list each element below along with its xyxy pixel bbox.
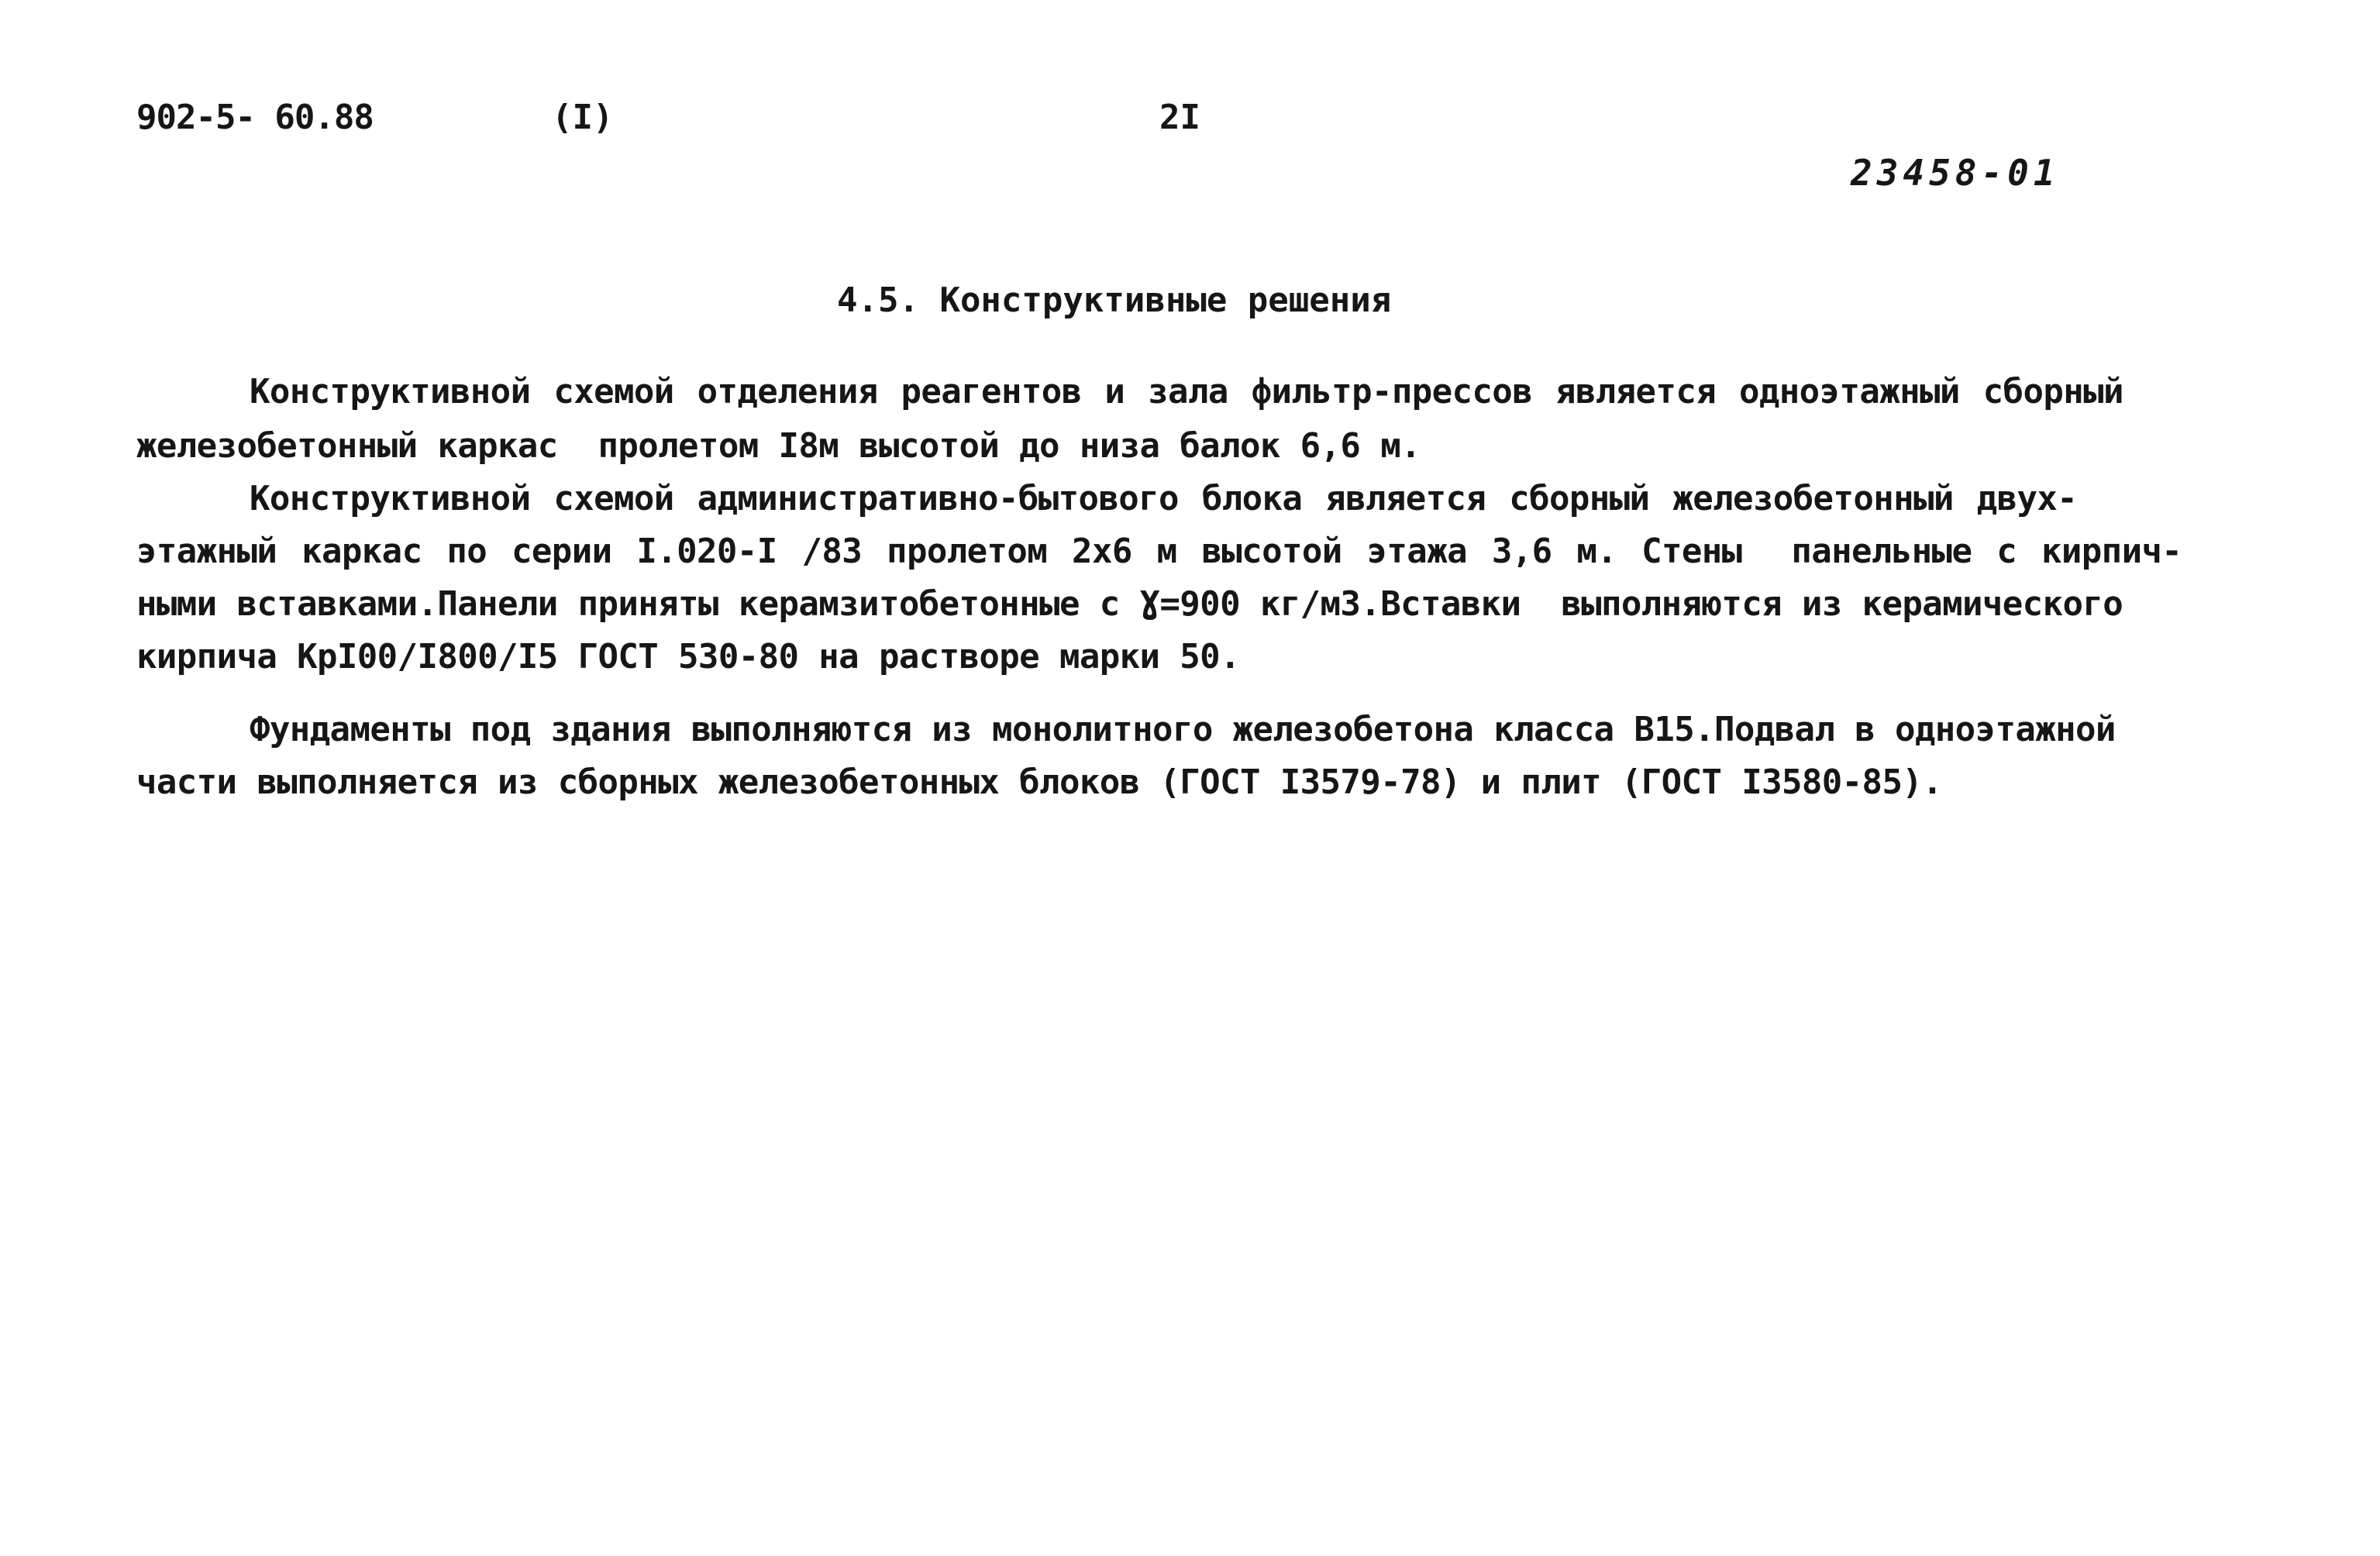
section-heading: 4.5. Конструктивные решения xyxy=(837,281,1392,320)
paragraph-2-line-2: этажный каркас по серии I.020-I /83 пролетом 2х6 м высотой этажа 3,6 м. Стены панельные с кирпич- xyxy=(136,532,2182,571)
paragraph-2-line-1: Конструктивной схемой административно-бытового блока является сборный железобетонный двух- xyxy=(250,479,2078,518)
document-code: 902-5- 60.88 xyxy=(136,98,374,137)
paragraph-1-line-1: Конструктивной схемой отделения реагентов и зала фильтр-прессов является одноэтажный сборный xyxy=(250,372,2123,411)
paragraph-2-line-3: ными вставками.Панели приняты керамзитобетонные с Ɣ=900 кг/м3.Вставки выполняются из керамического xyxy=(136,584,2123,624)
part-mark: (I) xyxy=(552,98,614,137)
paragraph-1-line-2: железобетонный каркас пролетом I8м высотой до низа балок 6,6 м. xyxy=(136,426,1421,466)
paragraph-2-line-4: кирпича КрI00/I800/I5 ГОСТ 530-80 на растворе марки 50. xyxy=(136,637,1240,676)
page-number: 2I xyxy=(1159,98,1200,137)
inventory-number: 23458-01 xyxy=(1851,152,2060,194)
paragraph-3-line-2: части выполняется из сборных железобетонных блоков (ГОСТ I3579-78) и плит (ГОСТ I3580-85). xyxy=(136,763,1943,802)
paragraph-3-line-1: Фундаменты под здания выполняются из монолитного железобетона класса В15.Подвал в одноэтажной xyxy=(250,710,2116,749)
